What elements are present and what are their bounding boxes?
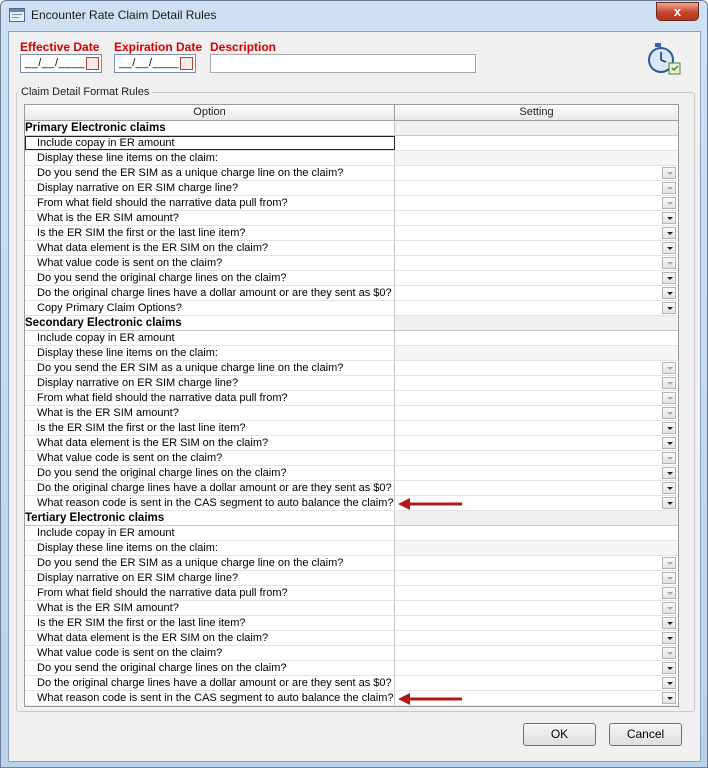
rule-row[interactable] [25,481,678,496]
setting-cell[interactable] [395,676,678,690]
setting-cell[interactable] [395,211,678,225]
rule-row[interactable] [25,211,678,226]
ok-button[interactable]: OK [523,723,596,746]
chevron-down-icon [662,587,676,599]
option-label: Include copay in ER amount [25,526,395,540]
option-label: From what field should the narrative data pull from? [25,196,395,210]
calendar-icon[interactable] [86,57,99,70]
red-arrow-icon [396,692,466,706]
option-label: What reason code is sent in the CAS segment to auto balance the claim? [25,691,395,705]
rule-row[interactable] [25,286,678,301]
setting-cell[interactable] [395,601,678,615]
option-label: Display these line items on the claim: [25,541,395,555]
red-arrow-icon [396,497,466,511]
chevron-down-icon [662,407,676,419]
rule-row[interactable] [25,676,678,691]
setting-cell[interactable] [395,556,678,570]
rule-row[interactable] [25,436,678,451]
option-label: What is the ER SIM amount? [25,406,395,420]
rule-row[interactable] [25,151,678,166]
group-title: Claim Detail Format Rules [18,86,152,98]
rule-row[interactable] [25,226,678,241]
option-label: Do the original charge lines have a dollar amount or are they sent as $0? [25,286,395,300]
chevron-down-icon [662,377,676,389]
rule-row[interactable] [25,241,678,256]
rule-row[interactable] [25,376,678,391]
setting-cell[interactable] [395,136,678,150]
rule-row[interactable] [25,346,678,361]
rule-row[interactable] [25,421,678,436]
dialog-client-area [8,31,701,762]
option-label: What value code is sent on the claim? [25,646,395,660]
rule-row[interactable] [25,496,678,511]
close-icon: x [673,4,682,19]
option-label: What is the ER SIM amount? [25,211,395,225]
setting-cell [395,511,678,525]
setting-cell [395,316,678,330]
stopwatch-icon[interactable] [647,41,683,77]
setting-cell[interactable] [395,526,678,540]
setting-cell[interactable] [395,466,678,480]
setting-cell[interactable] [395,661,678,675]
expiration-date-input[interactable] [114,54,196,73]
option-label: Do you send the ER SIM as a unique charge line on the claim? [25,361,395,375]
setting-cell[interactable] [395,646,678,660]
description-label: Description [210,40,277,54]
setting-cell[interactable] [395,271,678,285]
option-label: Include copay in ER amount [25,331,395,345]
rule-row[interactable] [25,541,678,556]
rule-row[interactable] [25,271,678,286]
chevron-down-icon [662,197,676,209]
option-label: What value code is sent on the claim? [25,256,395,270]
column-header-option[interactable]: Option [25,105,395,120]
grid-header [25,105,678,121]
chevron-down-icon[interactable] [662,302,676,314]
chevron-down-icon [662,647,676,659]
chevron-down-icon[interactable] [662,242,676,254]
option-label: What data element is the ER SIM on the claim? [25,241,395,255]
option-label: Do you send the original charge lines on the claim? [25,661,395,675]
setting-cell[interactable] [395,481,678,495]
option-label: Do the original charge lines have a dollar amount or are they sent as $0? [25,481,395,495]
option-label: Do you send the original charge lines on the claim? [25,271,395,285]
chevron-down-icon [662,167,676,179]
chevron-down-icon[interactable] [662,287,676,299]
rule-row[interactable] [25,391,678,406]
chevron-down-icon [662,557,676,569]
chevron-down-icon[interactable] [662,467,676,479]
column-header-setting[interactable]: Setting [519,106,554,118]
rule-row[interactable] [25,466,678,481]
setting-cell[interactable] [395,616,678,630]
section-header-row [25,316,678,331]
effective-date-input[interactable] [20,54,102,73]
rule-row[interactable] [25,451,678,466]
rule-row[interactable] [25,196,678,211]
setting-cell[interactable] [395,181,678,195]
setting-cell[interactable] [395,226,678,240]
option-label: Display narrative on ER SIM charge line? [25,181,395,195]
option-label: Include copay in ER amount [25,136,395,150]
setting-cell[interactable] [395,586,678,600]
effective-date-value: __/__/____ [25,57,86,69]
rule-row[interactable] [25,616,678,631]
option-label: Do the original charge lines have a dollar amount or are they sent as $0? [25,676,395,690]
rule-row[interactable] [25,331,678,346]
option-label: Do you send the ER SIM as a unique charge line on the claim? [25,166,395,180]
chevron-down-icon [662,602,676,614]
chevron-down-icon[interactable] [662,692,676,704]
option-label: What value code is sent on the claim? [25,451,395,465]
app-window-icon [9,8,25,22]
chevron-down-icon [662,572,676,584]
chevron-down-icon[interactable] [662,497,676,509]
chevron-down-icon [662,452,676,464]
setting-cell[interactable] [395,151,678,165]
chevron-down-icon[interactable] [662,272,676,284]
setting-cell [395,121,678,135]
chevron-down-icon[interactable] [662,632,676,644]
option-label: Display narrative on ER SIM charge line? [25,376,395,390]
setting-cell[interactable] [395,361,678,375]
chevron-down-icon[interactable] [662,437,676,449]
chevron-down-icon [662,182,676,194]
chevron-down-icon [662,257,676,269]
setting-cell[interactable] [395,436,678,450]
setting-cell[interactable] [395,346,678,360]
option-label: What data element is the ER SIM on the claim? [25,436,395,450]
calendar-icon[interactable] [180,57,193,70]
section-header-row [25,121,678,136]
setting-cell[interactable] [395,286,678,300]
section-label: Primary Electronic claims [25,121,395,135]
option-label: What data element is the ER SIM on the claim? [25,631,395,645]
window-title: Encounter Rate Claim Detail Rules [31,8,217,22]
rule-row[interactable] [25,361,678,376]
expiration-date-value: __/__/____ [119,57,180,69]
expiration-date-label: Expiration Date [114,40,203,54]
rule-row[interactable] [25,601,678,616]
setting-cell[interactable] [395,391,678,405]
chevron-down-icon[interactable] [662,212,676,224]
option-label: Is the ER SIM the first or the last line item? [25,226,395,240]
description-input[interactable] [210,54,476,73]
setting-cell[interactable] [395,406,678,420]
rule-row[interactable] [25,691,678,706]
section-header-row [25,511,678,526]
section-label: Tertiary Electronic claims [25,511,395,525]
setting-cell[interactable] [395,451,678,465]
option-label: From what field should the narrative data pull from? [25,586,395,600]
chevron-down-icon [662,392,676,404]
chevron-down-icon[interactable] [662,227,676,239]
setting-cell[interactable] [395,256,678,270]
setting-cell[interactable] [395,571,678,585]
grid-body [25,121,678,706]
rule-row[interactable] [25,556,678,571]
chevron-down-icon[interactable] [662,662,676,674]
chevron-down-icon[interactable] [662,617,676,629]
rule-row[interactable] [25,571,678,586]
rule-row[interactable] [25,406,678,421]
rule-row[interactable] [25,646,678,661]
setting-cell[interactable] [395,631,678,645]
option-label: From what field should the narrative data pull from? [25,391,395,405]
chevron-down-icon[interactable] [662,422,676,434]
setting-cell[interactable] [395,166,678,180]
option-label: Is the ER SIM the first or the last line item? [25,616,395,630]
title-bar[interactable] [1,1,707,31]
setting-cell[interactable] [395,421,678,435]
setting-cell[interactable] [395,541,678,555]
option-label: What is the ER SIM amount? [25,601,395,615]
option-label: Do you send the original charge lines on the claim? [25,466,395,480]
rule-row[interactable] [25,661,678,676]
close-button[interactable] [656,2,699,21]
option-label: Do you send the ER SIM as a unique charge line on the claim? [25,556,395,570]
rule-row[interactable] [25,256,678,271]
setting-cell[interactable] [395,301,678,315]
section-label: Secondary Electronic claims [25,316,395,330]
setting-cell[interactable] [395,376,678,390]
setting-cell[interactable] [395,241,678,255]
chevron-down-icon[interactable] [662,677,676,689]
chevron-down-icon[interactable] [662,482,676,494]
rule-row[interactable] [25,586,678,601]
rule-row[interactable] [25,166,678,181]
rule-row[interactable] [25,631,678,646]
option-label: Display these line items on the claim: [25,151,395,165]
setting-cell[interactable] [395,196,678,210]
rule-row[interactable] [25,181,678,196]
rules-grid [24,104,679,707]
option-label: What reason code is sent in the CAS segment to auto balance the claim? [25,496,395,510]
rule-row[interactable] [25,301,678,316]
rule-row[interactable] [25,136,678,151]
rule-row[interactable] [25,526,678,541]
option-label: Display these line items on the claim: [25,346,395,360]
option-label: Is the ER SIM the first or the last line item? [25,421,395,435]
option-label: Display narrative on ER SIM charge line? [25,571,395,585]
effective-date-label: Effective Date [20,40,100,54]
setting-cell[interactable] [395,331,678,345]
option-label: Copy Primary Claim Options? [25,301,395,315]
chevron-down-icon [662,362,676,374]
cancel-button[interactable]: Cancel [609,723,682,746]
